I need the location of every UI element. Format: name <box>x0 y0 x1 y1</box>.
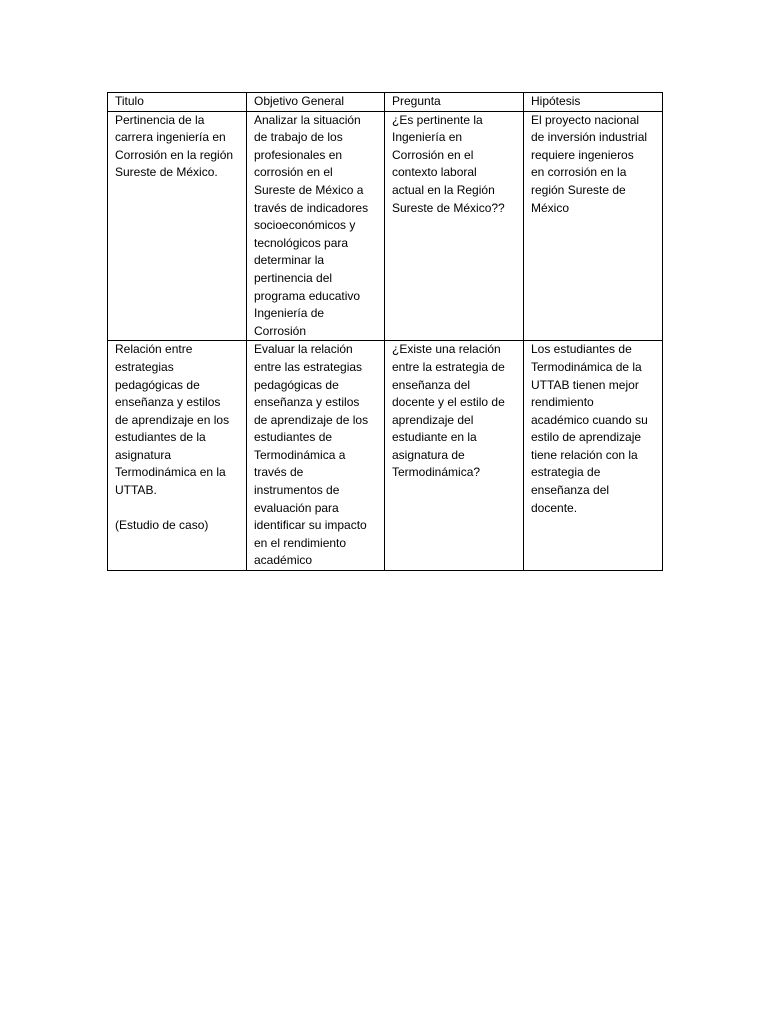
cell-line: profesionales en <box>254 147 343 162</box>
cell-line: identificar su impacto <box>254 518 367 533</box>
cell-line: Corrosión <box>254 323 307 338</box>
cell-line: Analizar la situación <box>254 112 361 127</box>
cell-objetivo-general <box>247 341 385 571</box>
cell-line: estrategias <box>115 359 174 374</box>
blank-line <box>115 500 240 518</box>
table-header-row <box>108 93 663 112</box>
cell-line: pedagógicas de <box>115 377 200 392</box>
cell-line: Termodinámica de la <box>531 359 642 374</box>
cell-line: docente y el estilo de <box>392 395 505 410</box>
research-table <box>107 92 663 571</box>
table-row <box>108 341 663 571</box>
cell-line: contexto laboral <box>392 165 477 180</box>
cell-line: Ingeniería de <box>254 306 325 321</box>
cell-line: través de <box>254 465 304 480</box>
cell-line: académico cuando su <box>531 412 648 427</box>
cell-line: entre la estrategia de <box>392 359 505 374</box>
cell-line: en el rendimiento <box>254 535 347 550</box>
cell-line: determinar la <box>254 253 325 268</box>
cell-pregunta <box>385 111 524 341</box>
cell-line: ¿Existe una relación <box>392 342 501 357</box>
cell-line: estudiantes de la <box>115 430 206 445</box>
cell-line: través de indicadores <box>254 200 369 215</box>
cell-line: rendimiento <box>531 395 594 410</box>
cell-line: estrategia de <box>531 465 601 480</box>
cell-line: requiere ingenieros <box>531 147 634 162</box>
cell-objetivo-general <box>247 111 385 341</box>
cell-line: enseñanza del <box>531 483 610 498</box>
cell-line: socioeconómicos y <box>254 218 356 233</box>
cell-line: entre las estrategias <box>254 359 363 374</box>
cell-hipotesis <box>524 111 663 341</box>
cell-line: asignatura de <box>392 447 465 462</box>
cell-line: tiene relación con la <box>531 447 638 462</box>
cell-line: en corrosión en la <box>531 165 627 180</box>
cell-line: Corrosión en el <box>392 147 474 162</box>
cell-line: El proyecto nacional <box>531 112 640 127</box>
cell-line: pedagógicas de <box>254 377 339 392</box>
cell-line: enseñanza y estilos <box>254 395 360 410</box>
cell-line: Sureste de México. <box>115 165 218 180</box>
cell-line: evaluación para <box>254 500 339 515</box>
cell-line: de trabajo de los <box>254 130 343 145</box>
cell-line: estudiantes de <box>254 430 333 445</box>
header-hipotesis: Hipótesis <box>524 93 663 112</box>
cell-line: estilo de aprendizaje <box>531 430 642 445</box>
cell-line: corrosión en el <box>254 165 333 180</box>
cell-line: aprendizaje del <box>392 412 474 427</box>
cell-line: México <box>531 200 570 215</box>
cell-line: Ingeniería en <box>392 130 463 145</box>
cell-line: académico <box>254 553 313 568</box>
cell-titulo <box>108 341 247 571</box>
cell-line: Sureste de México a <box>254 182 364 197</box>
cell-line: UTTAB. <box>115 483 157 498</box>
cell-line: estudiante en la <box>392 430 477 445</box>
cell-line: (Estudio de caso) <box>115 518 209 533</box>
cell-line: Corrosión en la región <box>115 147 234 162</box>
cell-pregunta <box>385 341 524 571</box>
cell-line: Evaluar la relación <box>254 342 353 357</box>
cell-line: Pertinencia de la <box>115 112 205 127</box>
cell-line: de aprendizaje de los <box>254 412 369 427</box>
cell-line: Los estudiantes de <box>531 342 632 357</box>
cell-line: docente. <box>531 500 578 515</box>
cell-hipotesis <box>524 341 663 571</box>
cell-line: Termodinámica? <box>392 465 481 480</box>
cell-line: actual en la Región <box>392 182 495 197</box>
cell-line: pertinencia del <box>254 270 333 285</box>
cell-line: Relación entre <box>115 342 193 357</box>
cell-line: enseñanza del <box>392 377 471 392</box>
header-pregunta: Pregunta <box>385 93 524 112</box>
cell-line: programa educativo <box>254 288 361 303</box>
header-objetivo-general: Objetivo General <box>247 93 385 112</box>
cell-line: de aprendizaje en los <box>115 412 230 427</box>
cell-titulo <box>108 111 247 341</box>
cell-line: Sureste de México?? <box>392 200 505 215</box>
cell-line: ¿Es pertinente la <box>392 112 483 127</box>
cell-line: de inversión industrial <box>531 130 648 145</box>
cell-line: tecnológicos para <box>254 235 349 250</box>
cell-line: carrera ingeniería en <box>115 130 226 145</box>
cell-line: Termodinámica en la <box>115 465 226 480</box>
cell-line: enseñanza y estilos <box>115 395 221 410</box>
cell-line: región Sureste de <box>531 182 626 197</box>
cell-line: UTTAB tienen mejor <box>531 377 639 392</box>
table-row <box>108 111 663 341</box>
cell-line: Termodinámica a <box>254 447 346 462</box>
cell-line: instrumentos de <box>254 483 340 498</box>
header-titulo: Titulo <box>108 93 247 112</box>
cell-line: asignatura <box>115 447 172 462</box>
